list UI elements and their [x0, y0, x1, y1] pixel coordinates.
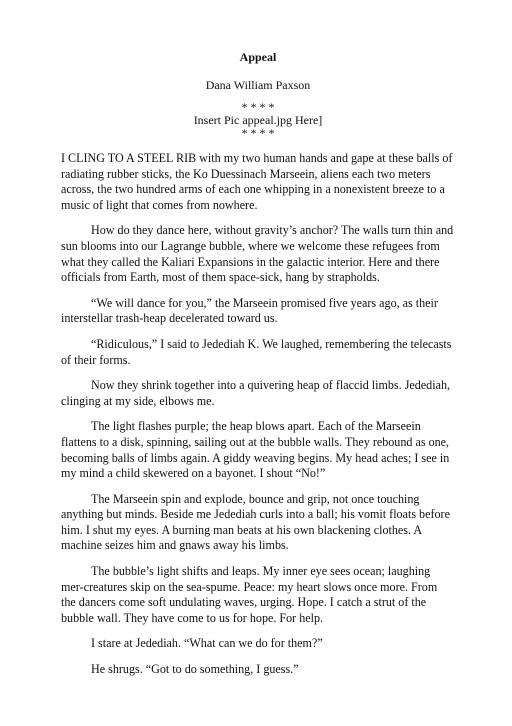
- story-title: Appeal: [239, 50, 277, 64]
- author-name: Dana William Paxson: [205, 78, 311, 92]
- paragraph-10: He shrugs. “Got to do something, I guess.”: [91, 662, 299, 677]
- paragraph-8: The bubble’s light shifts and leaps. My inner eye sees ocean; laughing mer-creatures skip on the sea-spume. Peace: my heart slows once more. From the dancers come soft undulating waves, urging. Hope. I catch a strut of the bubble wall. They have come to us for hope. For help.: [61, 564, 438, 625]
- story-body: [61, 151, 455, 678]
- paragraph-1: I CLING TO A STEEL RIB with my two human hands and gape at these balls of radiating rubber sticks, the Ko Duessinach Marseein, aliens each two meters across, the two hundred arms of each one whipping in a nonexistent breeze to a music of light that comes from nowhere.: [61, 151, 453, 212]
- paragraph-7: The Marseein spin and explode, bounce and grip, not once touching anything but minds. Beside me Jedediah curls into a ball; his vomit floats before him. I shut my eyes. A burning man beats at his own blackening clothes. A machine seizes him and gnaws away his limbs.: [61, 491, 450, 553]
- paragraph-4: “Ridiculous,” I said to Jedediah K. We laughed, remembering the telecasts of their forms.: [61, 336, 452, 367]
- separator-bottom: * * * *: [241, 126, 275, 140]
- front-matter: [61, 101, 455, 140]
- paragraph-9: I stare at Jedediah. “What can we do for them?”: [91, 636, 323, 651]
- image-placeholder: Insert Pic appeal.jpg Here]: [193, 113, 323, 127]
- paragraph-3: “We will dance for you,” the Marseein promised five years ago, as their interstellar trash-heap decelerated toward us.: [61, 295, 438, 326]
- paragraph-2: How do they dance here, without gravity’s anchor? The walls turn thin and sun blooms into our Lagrange bubble, where we welcome these refugees from what they called the Kaliari Expansions in the galactic interior. Here and there officials from Earth, most of them space-sick, hang by strapholds.: [61, 223, 454, 285]
- separator-top: * * * *: [241, 100, 275, 114]
- paragraph-5: Now they shrink together into a quivering heap of flaccid limbs. Jedediah, clinging at my side, elbows me.: [61, 378, 451, 408]
- paragraph-6: The light flashes purple; the heap blows apart. Each of the Marseein flattens to a disk, spinning, sailing out at the bubble walls. They rebound as one, becoming balls of limbs again. A giddy weaving begins. My head aches; I see in my mind a child skewered on a bayonet. I shout “No!”: [61, 419, 450, 481]
